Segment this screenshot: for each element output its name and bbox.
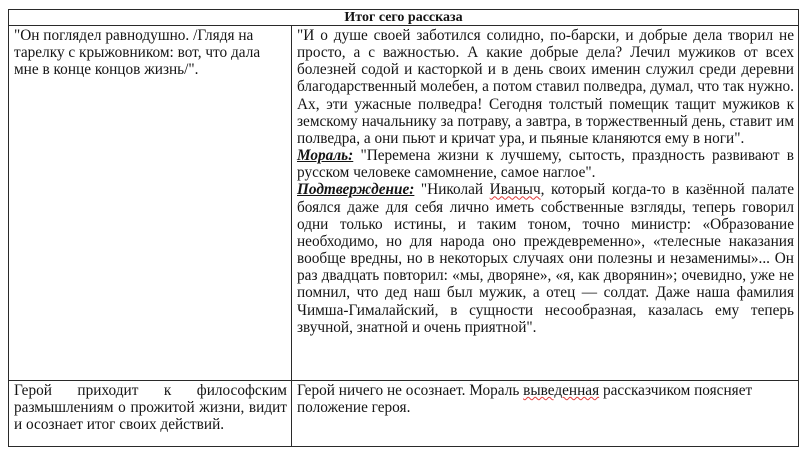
confirm-text-after: , который когда-то в казённой палате боялся даже для себя лично иметь собственные взгляды, теперь говорил одни только истины, и таким тоном, точно министр: «Образование необходимо, но для народа оно преждевременно», «телесные наказания вообще вредны, но в некоторых случаях они полезны и незаменимы»... Он раз двадцать повторил: «мы, дворяне», «я, как дворянин»; очевидно, уже не помнил, что дед наш был мужик, а отец — солдат. Даже наша фамилия Чимша-Гималайский, в сущности несообразная, казалась ему теперь звучной, знатной и очень приятной". bbox=[297, 181, 794, 336]
moral-text: "Перемена жизни к лучшему, сытость, праздность развивают в русском человеке самомнение, самое наглое". bbox=[297, 147, 794, 182]
summary-table bbox=[8, 9, 799, 447]
moral-label: Мораль: bbox=[297, 147, 354, 165]
table-row bbox=[9, 381, 799, 447]
row2-left-cell bbox=[9, 381, 292, 447]
confirm-text-before: "Николай bbox=[414, 181, 490, 199]
confirm-name-misspelled: Иваныч bbox=[489, 181, 541, 199]
row2-left-text: Герой приходит к философским размышлениям о прожитой жизни, видит и осознает итог своих действий. bbox=[14, 382, 287, 434]
row2-right-text-before: Герой ничего не осознает. Мораль bbox=[297, 382, 524, 399]
row1-right-cell bbox=[292, 26, 799, 381]
confirm-label: Подтверждение: bbox=[297, 181, 415, 199]
row2-right-text-after: рассказчиком поясняет положение героя. bbox=[297, 382, 753, 417]
table-header-row bbox=[9, 10, 799, 26]
row1-left-cell bbox=[9, 26, 292, 381]
table-title: Итог сего рассказа bbox=[9, 10, 799, 26]
confirm-paragraph bbox=[297, 181, 794, 335]
quote-paragraph: "И о душе своей заботился солидно, по-барски, и добрые дела творил не просто, а с важностью. А какие добрые дела? Лечил мужиков от всех болезней содой и касторкой и в день своих именин служил среди деревни благодарственный молебен, а потом ставил полведра, думал, что так нужно. Ах, эти ужасные полведра! Сегодня толстый помещик тащит мужиков к земскому начальнику за потраву, а завтра, в торжественный день, ставит им полведра, а они пьют и кричат ура, и пьяные кланяются ему в ноги". bbox=[297, 27, 794, 147]
moral-paragraph bbox=[297, 147, 794, 181]
row1-left-text: "Он поглядел равнодушно. /Глядя на тарелку с крыжовником: вот, что дала мне в конце концов жизнь/". bbox=[14, 27, 261, 79]
row2-right-underlined: выведенная bbox=[523, 382, 600, 399]
table-row bbox=[9, 26, 799, 381]
row2-right-text bbox=[297, 382, 794, 416]
row2-right-cell bbox=[292, 381, 799, 447]
